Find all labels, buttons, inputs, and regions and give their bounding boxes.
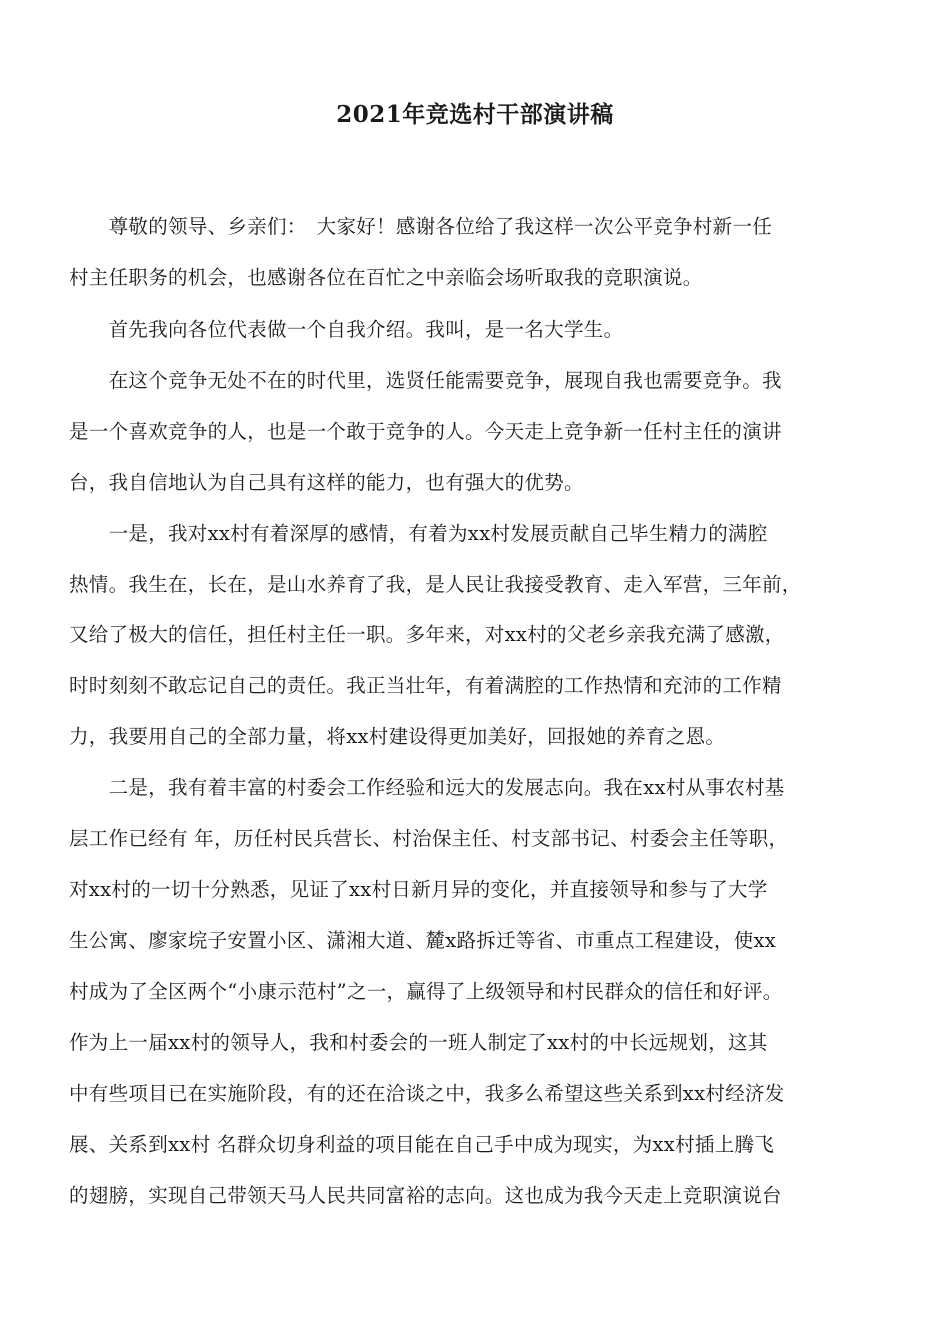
text-line: 生公寓、廖家垸子安置小区、潇湘大道、麓x路拆迁等省、市重点工程建设，使xx bbox=[69, 929, 777, 952]
text-line: 又给了极大的信任，担任村主任一职。多年来，对xx村的父老乡亲我充满了感激， bbox=[69, 623, 785, 646]
text-line: 尊敬的领导、乡亲们： 大家好！感谢各位给了我这样一次公平竞争村新一任 bbox=[69, 215, 773, 238]
text-line: 一是，我对xx村有着深厚的感情，有着为xx村发展贡献自己毕生精力的满腔 bbox=[69, 522, 768, 545]
text-line: 的翅膀，实现自己带领天马人民共同富裕的志向。这也成为我今天走上竞职演说台 bbox=[69, 1184, 782, 1207]
text-line: 热情。我生在，长在，是山水养育了我，是人民让我接受教育、走入军营，三年前， bbox=[69, 573, 802, 596]
text-line: 是一个喜欢竞争的人，也是一个敢于竞争的人。今天走上竞争新一任村主任的演讲 bbox=[69, 420, 782, 443]
text-line: 对xx村的一切十分熟悉，见证了xx村日新月异的变化，并直接领导和参与了大学 bbox=[69, 878, 768, 901]
text-line: 首先我向各位代表做一个自我介绍。我叫，是一名大学生。 bbox=[69, 318, 624, 341]
text-line: 时时刻刻不敢忘记自己的责任。我正当壮年，有着满腔的工作热情和充沛的工作精 bbox=[69, 674, 782, 697]
text-line: 作为上一届xx村的领导人，我和村委会的一班人制定了xx村的中长远规划，这其 bbox=[69, 1031, 768, 1054]
text-line: 村成为了全区两个“小康示范村”之一，赢得了上级领导和村民群众的信任和好评。 bbox=[69, 980, 783, 1003]
text-line: 中有些项目已在实施阶段，有的还在洽谈之中，我多么希望这些关系到xx村经济发 bbox=[69, 1082, 785, 1105]
text-line: 在这个竞争无处不在的时代里，选贤任能需要竞争，展现自我也需要竞争。我 bbox=[69, 369, 782, 392]
text-line: 村主任职务的机会，也感谢各位在百忙之中亲临会场听取我的竞职演说。 bbox=[69, 266, 703, 289]
document-title: 2021年竞选村干部演讲稿 bbox=[336, 101, 614, 128]
text-line: 台，我自信地认为自己具有这样的能力，也有强大的优势。 bbox=[69, 471, 584, 494]
text-line: 力，我要用自己的全部力量，将xx村建设得更加美好，回报她的养育之恩。 bbox=[69, 725, 726, 748]
text-line: 展、关系到xx村 名群众切身利益的项目能在自己手中成为现实，为xx村插上腾飞 bbox=[69, 1133, 775, 1156]
text-line: 二是，我有着丰富的村委会工作经验和远大的发展志向。我在xx村从事农村基 bbox=[69, 776, 785, 799]
text-line: 层工作已经有 年，历任村民兵营长、村治保主任、村支部书记、村委会主任等职， bbox=[69, 827, 789, 850]
